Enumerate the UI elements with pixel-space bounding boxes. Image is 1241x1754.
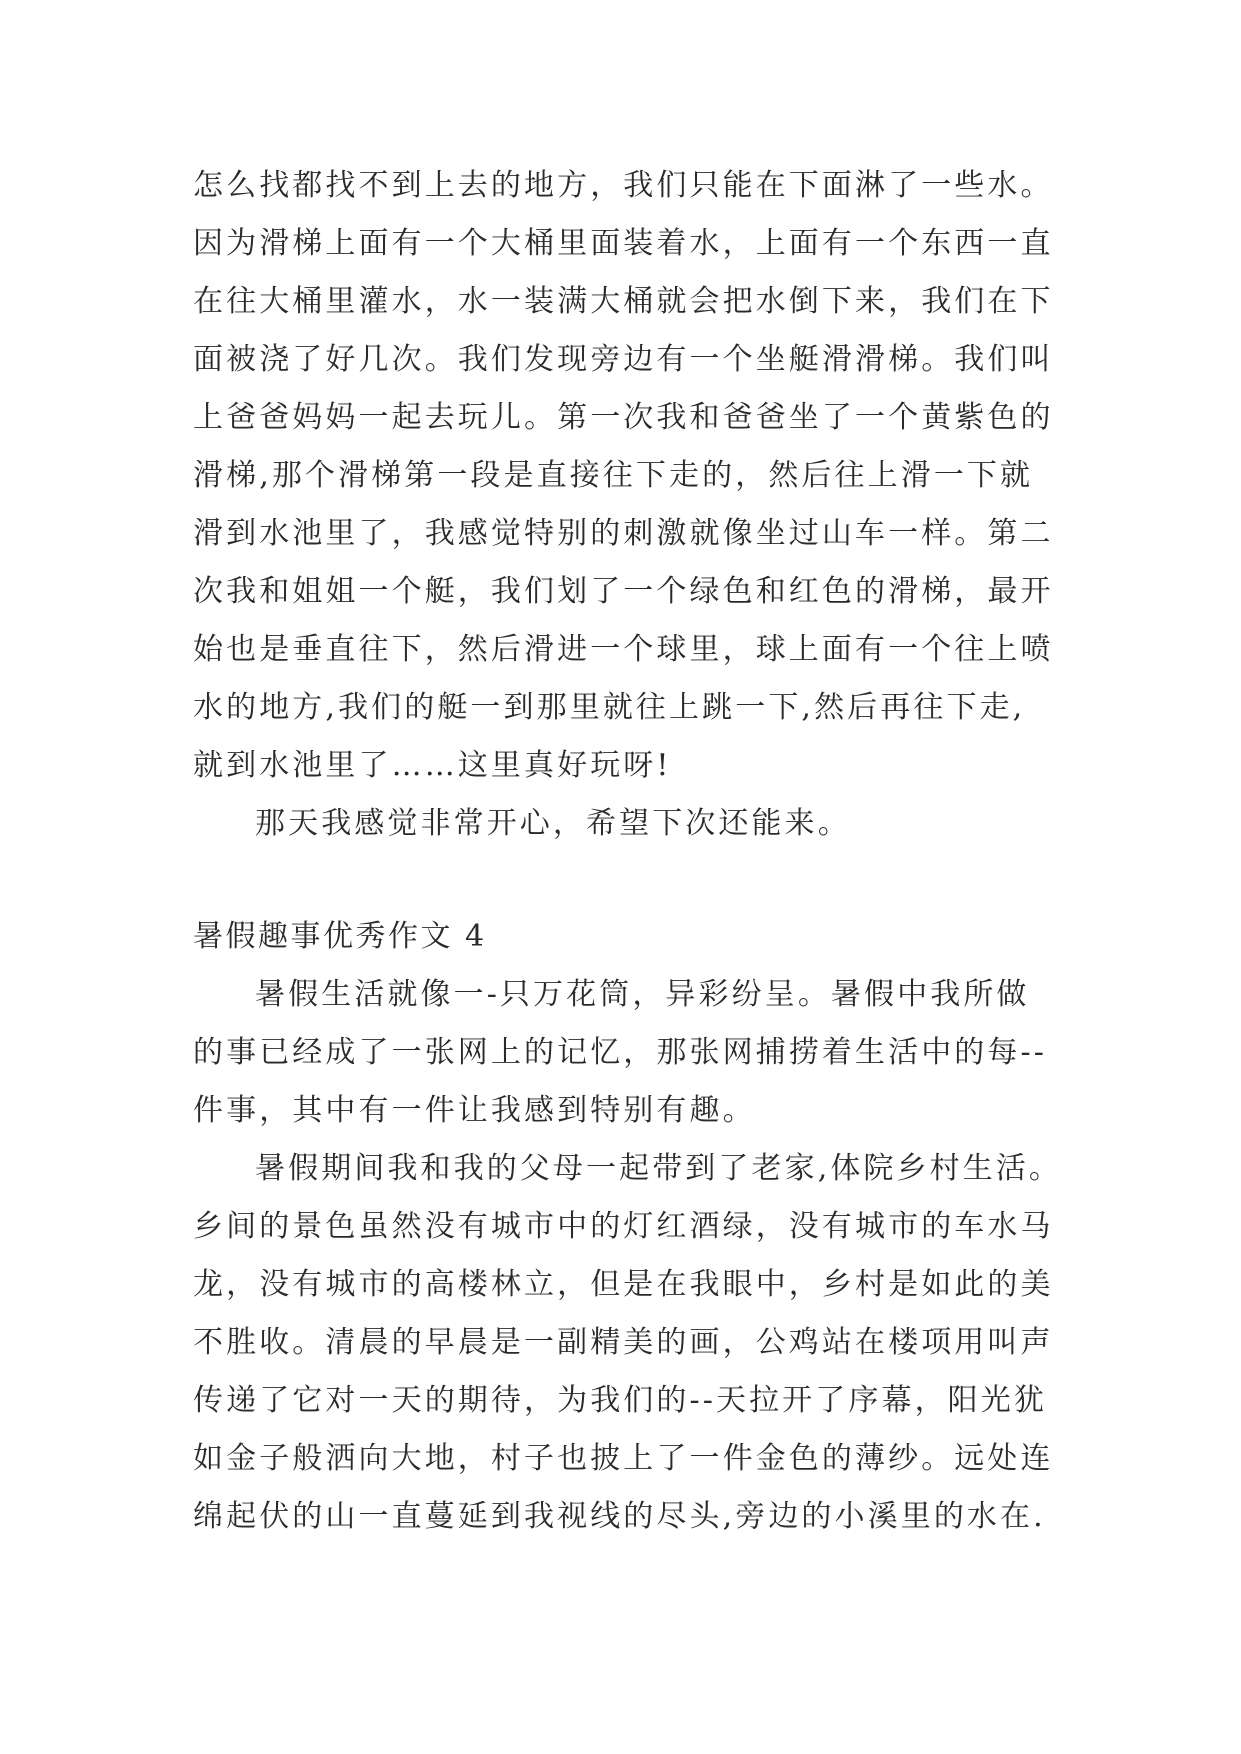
paragraph-line: 传递了它对一天的期待，为我们的--天拉开了序幕，阳光犹 bbox=[193, 1383, 1047, 1418]
text-line: 在往大桶里灌水，水一装满大桶就会把水倒下来，我们在下 bbox=[193, 284, 1054, 319]
paragraph-line: 乡间的景色虽然没有城市中的灯红酒绿，没有城市的车水马 bbox=[193, 1209, 1054, 1244]
paragraph-line: 件事，其中有一件让我感到特别有趣。 bbox=[193, 1093, 756, 1128]
text-line: 就到水池里了……这里真好玩呀! bbox=[193, 748, 672, 783]
paragraph-line: 暑假生活就像一-只万花筒，异彩纷呈。暑假中我所做 bbox=[255, 977, 1030, 1012]
text-line: 上爸爸妈妈一起去玩儿。第一次我和爸爸坐了一个黄紫色的 bbox=[193, 400, 1054, 435]
closing-line: 那天我感觉非常开心，希望下次还能来。 bbox=[255, 806, 851, 841]
text-line: 因为滑梯上面有一个大桶里面装着水，上面有一个东西一直 bbox=[193, 226, 1054, 261]
text-line: 怎么找都找不到上去的地方，我们只能在下面淋了一些水。 bbox=[193, 168, 1054, 203]
text-line: 次我和姐姐一个艇，我们划了一个绿色和红色的滑梯，最开 bbox=[193, 574, 1054, 609]
text-line: 面被浇了好几次。我们发现旁边有一个坐艇滑滑梯。我们叫 bbox=[193, 342, 1054, 377]
section-title: 暑假趣事优秀作文 4 bbox=[193, 919, 487, 954]
text-line: 始也是垂直往下，然后滑进一个球里，球上面有一个往上喷 bbox=[193, 632, 1054, 667]
text-line: 滑到水池里了，我感觉特别的刺激就像坐过山车一样。第二 bbox=[193, 516, 1054, 551]
paragraph-line: 暑假期间我和我的父母一起带到了老家,体院乡村生活。 bbox=[255, 1151, 1063, 1186]
text-line: 水的地方,我们的艇一到那里就往上跳一下,然后再往下走, bbox=[193, 690, 1026, 725]
paragraph-line: 绵起伏的山一直蔓延到我视线的尽头,旁边的小溪里的水在. bbox=[193, 1499, 1046, 1534]
paragraph-line: 如金子般洒向大地，村子也披上了一件金色的薄纱。远处连 bbox=[193, 1441, 1054, 1476]
paragraph-line: 不胜收。清晨的早晨是一副精美的画，公鸡站在楼项用叫声 bbox=[193, 1325, 1054, 1360]
paragraph-line: 龙，没有城市的高楼林立，但是在我眼中，乡村是如此的美 bbox=[193, 1267, 1054, 1302]
paragraph-line: 的事已经成了一张网上的记忆，那张网捕捞着生活中的每-- bbox=[193, 1035, 1047, 1070]
text-line: 滑梯,那个滑梯第一段是直接往下走的，然后往上滑一下就 bbox=[193, 458, 1034, 493]
